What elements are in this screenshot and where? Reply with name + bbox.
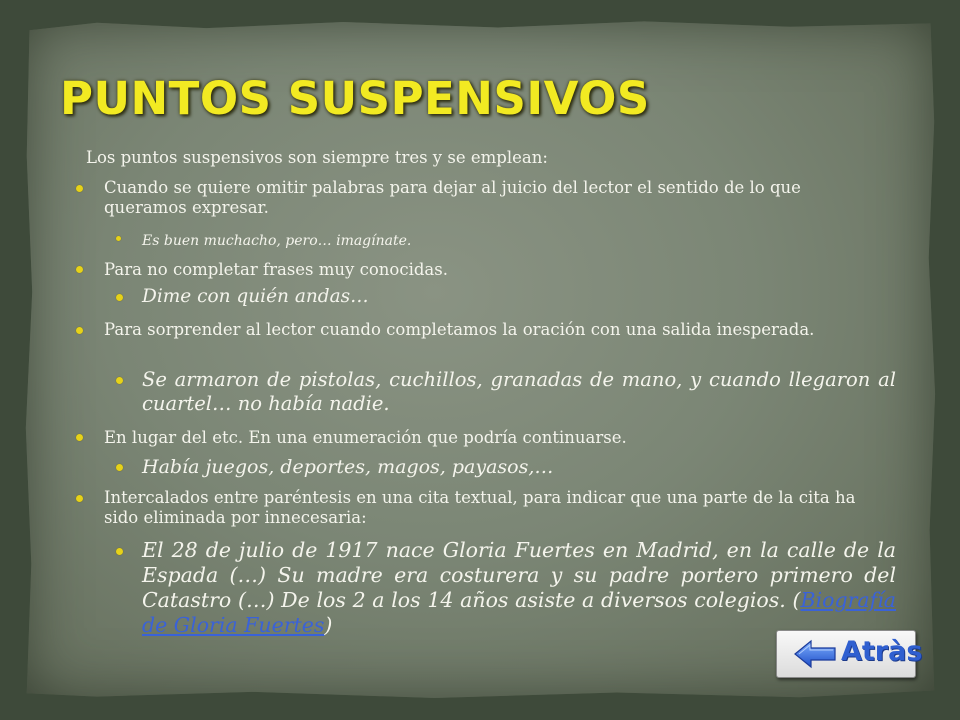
list-item: [116, 286, 816, 307]
list-item: [116, 230, 816, 249]
bullet-text: Para sorprender al lector cuando completamos la oración con una salida inesperada.: [104, 320, 815, 339]
back-button-label: Atràs: [841, 636, 923, 667]
bullet-icon: [116, 377, 123, 384]
bullet-icon: [76, 434, 83, 441]
example-text: [142, 538, 896, 638]
list-item: [76, 260, 876, 280]
bullet-icon: [116, 294, 123, 301]
bullet-text: Cuando se quiere omitir palabras para dejar al juicio del lector el sentido de lo que queramos expresar.: [104, 178, 801, 217]
list-item: [76, 488, 876, 528]
bullet-icon: [76, 495, 83, 502]
citation-text: El 28 de julio de 1917 nace Gloria Fuertes en Madrid, en la calle de la Espada (…) Su madre era costurera y su padre portero primero del Catastro (…) De los 2 a los 14 años asiste a diversos colegios. (: [142, 538, 896, 612]
list-item: [76, 178, 876, 218]
slide-title: PUNTOS SUSPENSIVOS: [60, 72, 650, 125]
bullet-text: Intercalados entre paréntesis en una cita textual, para indicar que una parte de la cita ha sido eliminada por innecesaria:: [104, 488, 856, 527]
bullet-icon: [76, 185, 83, 192]
list-item: [76, 428, 876, 448]
bullet-text: Para no completar frases muy conocidas.: [104, 260, 448, 279]
example-text: Dime con quién andas…: [142, 286, 369, 307]
back-button[interactable]: [776, 630, 923, 678]
list-item: [76, 320, 876, 340]
list-item: [116, 456, 816, 478]
bullet-icon: [116, 236, 121, 241]
bullet-icon: [116, 548, 123, 555]
arrow-left-icon: [793, 639, 837, 669]
example-text: Se armaron de pistolas, cuchillos, granadas de mano, y cuando llegaron al cuartel… no había nadie.: [142, 368, 896, 415]
bullet-text: En lugar del etc. En una enumeración que podría continuarse.: [104, 428, 627, 447]
bullet-icon: [76, 327, 83, 334]
example-text: Es buen muchacho, pero… imagínate.: [142, 233, 412, 249]
citation-end: ): [324, 613, 333, 637]
example-text: Había juegos, deportes, magos, payasos,…: [142, 456, 554, 478]
bullet-icon: [76, 266, 83, 273]
intro-text: Los puntos suspensivos son siempre tres y se emplean:: [86, 148, 548, 167]
list-item: [116, 538, 896, 638]
bullet-icon: [116, 464, 123, 471]
biography-link[interactable]: Biografía de Gloria Fuertes: [142, 588, 896, 637]
list-item: [116, 368, 896, 416]
